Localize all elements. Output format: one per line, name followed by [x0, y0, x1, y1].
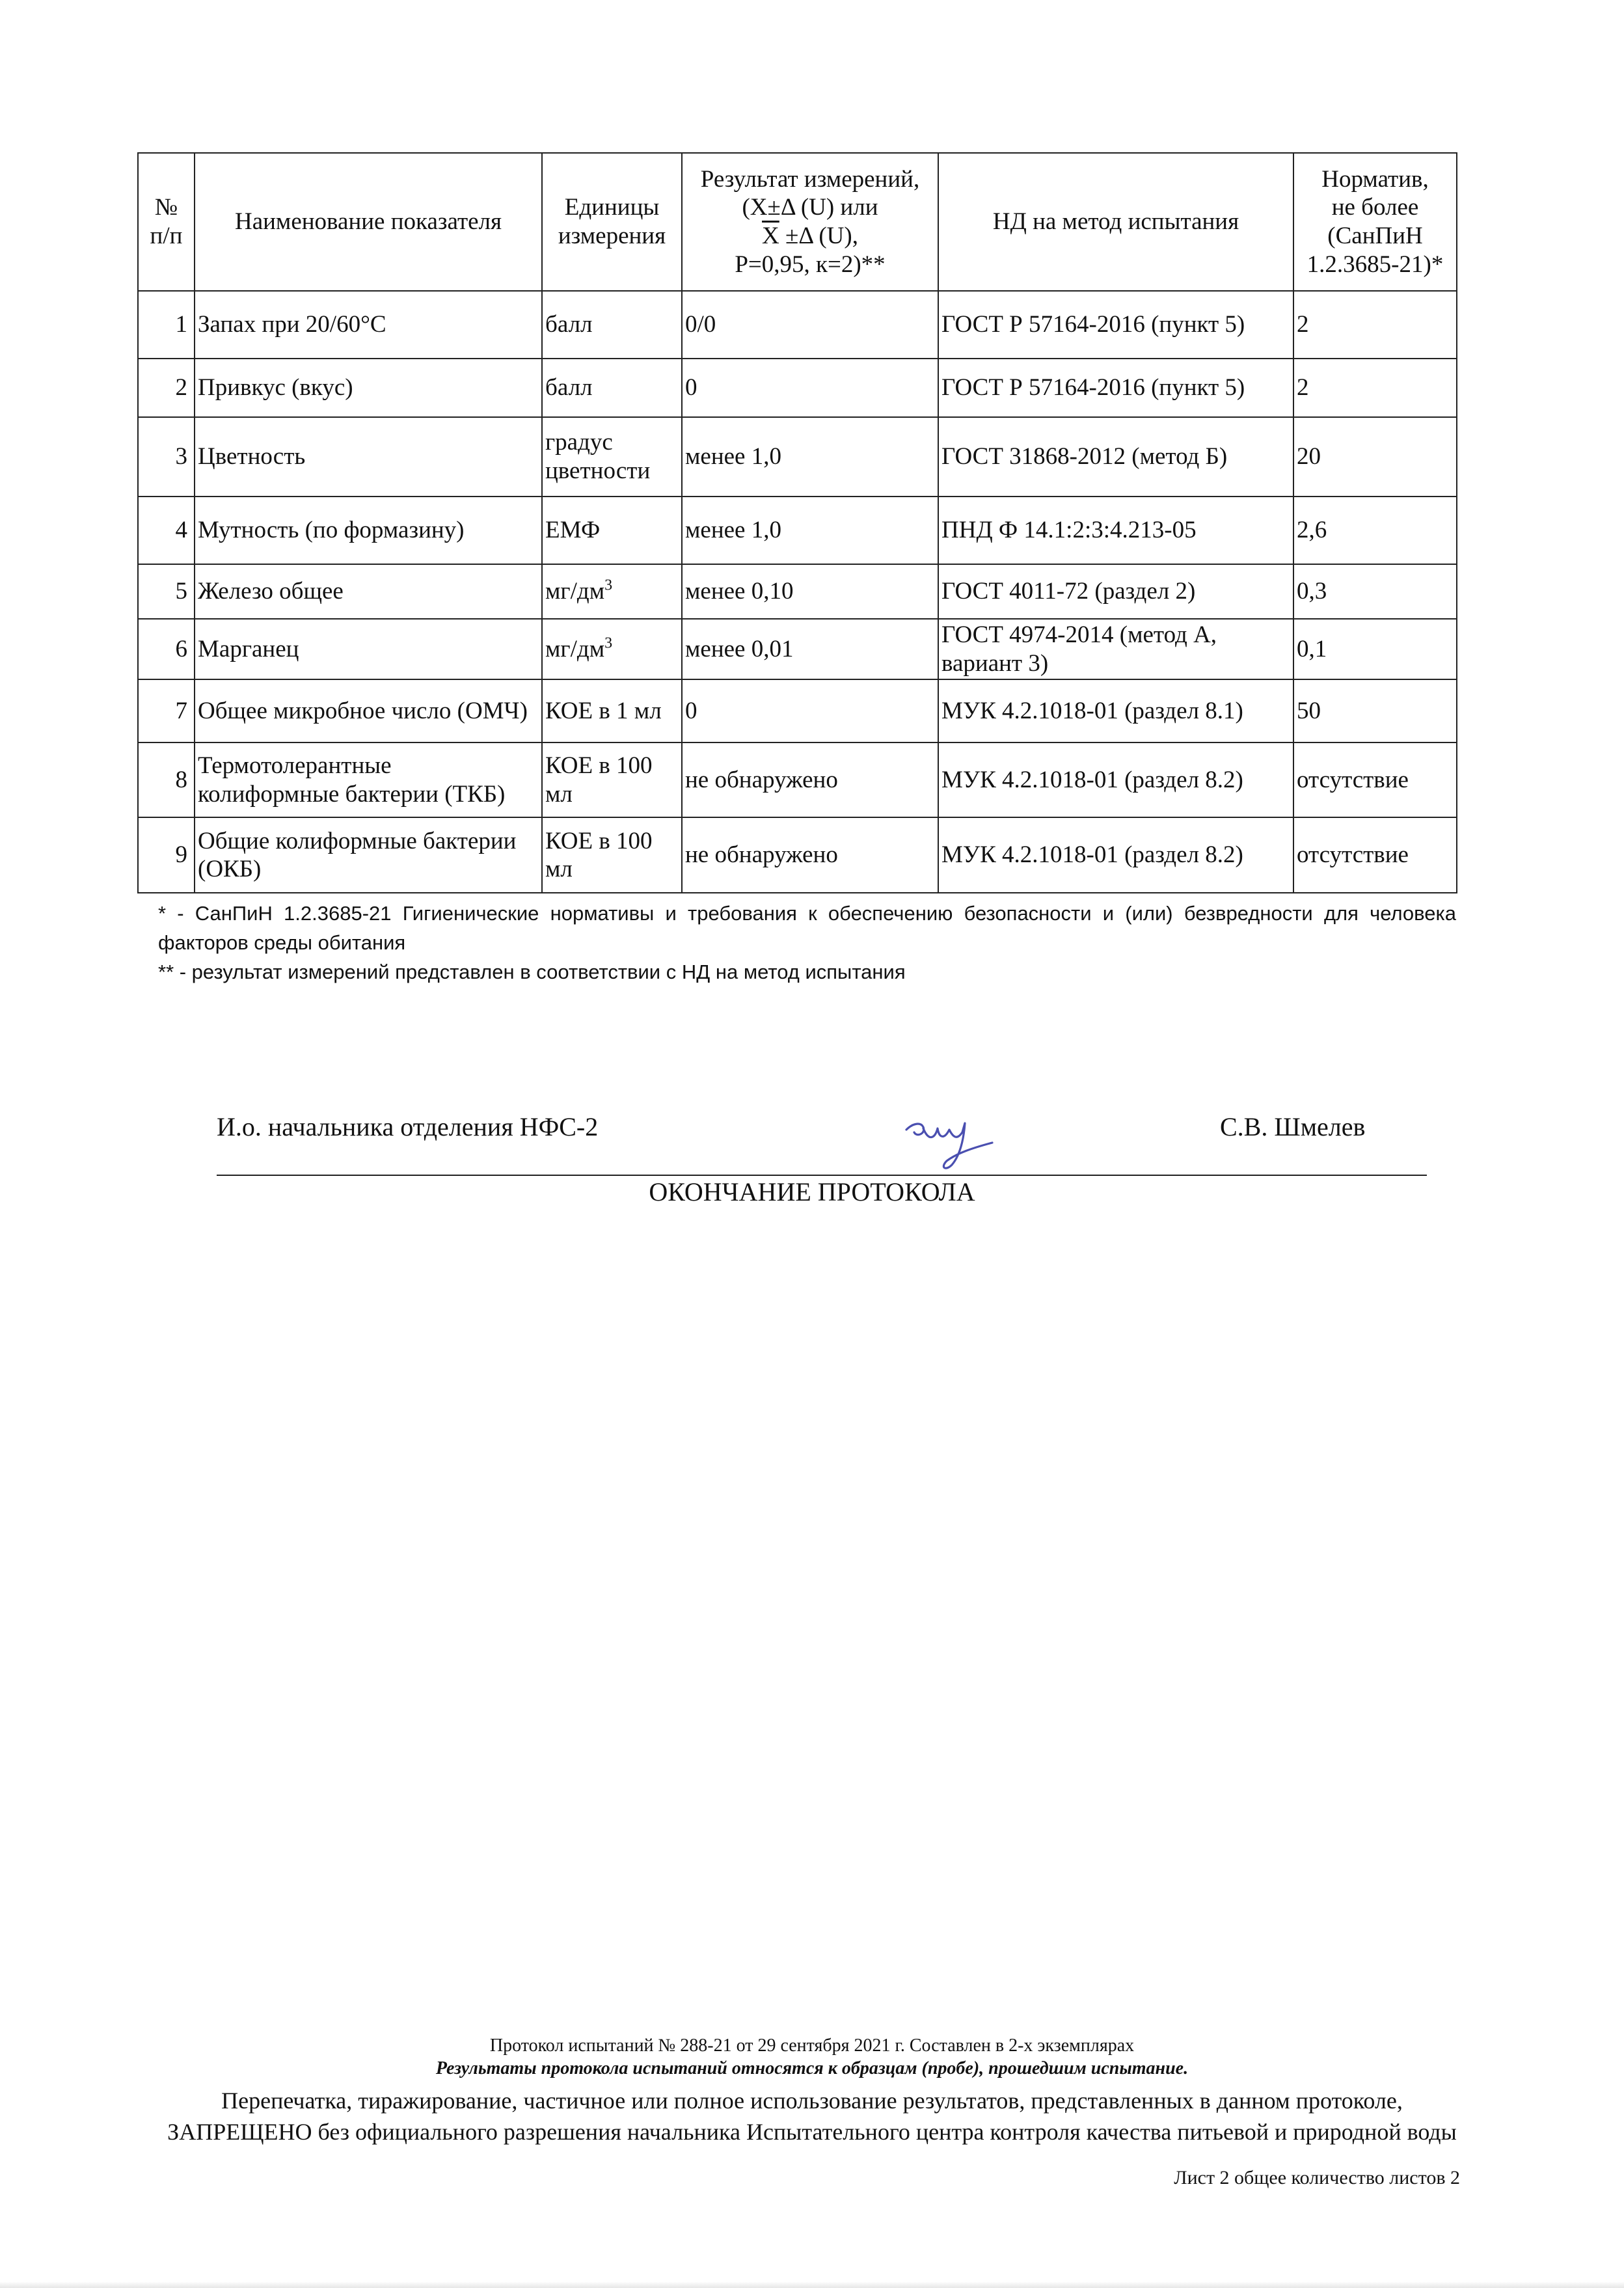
norm-value-text: 0,1: [1297, 635, 1327, 662]
unit-of-measure: [542, 564, 682, 619]
unit-of-measure-text: ЕМФ: [545, 517, 601, 544]
table-row: [138, 679, 1457, 742]
footer-sheet-number: Лист 2 общее количество листов 2: [1174, 2167, 1460, 2188]
header-units-line1: Единицы: [564, 194, 660, 221]
signature-divider: [217, 1175, 1427, 1176]
footer-results-line: Результаты протокола испытаний относятся к образцам (пробе), прошедшим испытание.: [435, 2058, 1189, 2078]
unit-exponent: 3: [604, 577, 613, 594]
row-number-text: 1: [175, 311, 187, 338]
unit-of-measure: [542, 742, 682, 817]
row-number: [138, 359, 195, 417]
header-norm-line3: (СанПиН: [1327, 223, 1423, 249]
header-number: [138, 153, 195, 291]
norm-value-text: 2: [1297, 311, 1309, 338]
indicator-name-text: Цветность: [198, 443, 306, 470]
norm-value: [1293, 619, 1457, 679]
norm-value: [1293, 359, 1457, 417]
measurement-result-text: менее 1,0: [685, 517, 781, 544]
footer-protocol-line: Протокол испытаний № 288-21 от 29 сентября 2021 г. Составлен в 2-х экземплярах: [489, 2036, 1135, 2056]
norm-value: [1293, 291, 1457, 359]
header-test-method: [938, 153, 1293, 291]
table-row: [138, 619, 1457, 679]
unit-of-measure: [542, 817, 682, 893]
signatory-name: С.В. Шмелев: [1220, 1112, 1366, 1141]
unit-of-measure-text: КОЕ в 100 мл: [545, 752, 653, 808]
row-number: [138, 417, 195, 497]
header-indicator-name: [195, 153, 542, 291]
measurement-result: [682, 497, 938, 564]
indicator-name-text: Железо общее: [198, 578, 344, 605]
scan-bottom-edge: [0, 2281, 1624, 2288]
protocol-end-title: ОКОНЧАНИЕ ПРОТОКОЛА: [649, 1177, 975, 1206]
test-method-text: ПНД Ф 14.1:2:3:4.213-05: [941, 517, 1197, 544]
unit-of-measure-text: КОЕ в 100 мл: [545, 827, 653, 883]
measurement-result-text: менее 1,0: [685, 443, 781, 470]
test-method-text: МУК 4.2.1018-01 (раздел 8.2): [941, 841, 1243, 869]
indicator-name: [195, 679, 542, 742]
unit-of-measure-text: балл: [545, 311, 593, 338]
header-number-line1: №: [154, 194, 178, 221]
test-method-text: ГОСТ Р 57164-2016 (пункт 5): [941, 311, 1245, 338]
table-row: [138, 564, 1457, 619]
signatory-position: И.о. начальника отделения НФС-2: [217, 1112, 599, 1141]
indicator-name-text: Марганец: [198, 635, 299, 662]
table-row: [138, 742, 1457, 817]
measurement-result: [682, 679, 938, 742]
unit-of-measure: [542, 497, 682, 564]
test-method-text: ГОСТ 4011-72 (раздел 2): [941, 578, 1196, 605]
header-norm-line2: не более: [1331, 194, 1419, 221]
unit-of-measure-text: мг/дм: [545, 578, 605, 605]
unit-of-measure: [542, 291, 682, 359]
unit-of-measure: [542, 359, 682, 417]
footer-copyright-notice: Перепечатка, тиражирование, частичное или полное использование результатов, представленных в данном протоколе, ЗАПРЕЩЕНО без официального разрешения начальника Испытательного центра контроля качества питьевой и природной воды: [167, 2088, 1457, 2145]
header-norm: [1293, 153, 1457, 291]
row-number: [138, 564, 195, 619]
handwritten-signature: [895, 1100, 1012, 1178]
measurement-result: [682, 817, 938, 893]
test-method: [938, 417, 1293, 497]
footnotes: [158, 899, 1456, 987]
row-number: [138, 619, 195, 679]
test-method: [938, 564, 1293, 619]
header-norm-line4: 1.2.3685-21)*: [1306, 251, 1444, 278]
unit-of-measure: [542, 619, 682, 679]
measurement-result-text: 0: [685, 697, 697, 724]
table-row: [138, 359, 1457, 417]
header-result: [682, 153, 938, 291]
table-header-row: [138, 153, 1457, 291]
table-row: [138, 417, 1457, 497]
measurement-result: [682, 564, 938, 619]
norm-value: [1293, 679, 1457, 742]
header-units: [542, 153, 682, 291]
measurement-result: [682, 359, 938, 417]
test-method-text: МУК 4.2.1018-01 (раздел 8.2): [941, 766, 1243, 793]
indicator-name: [195, 742, 542, 817]
row-number-text: 6: [175, 635, 187, 662]
row-number: [138, 742, 195, 817]
results-table-body: [138, 291, 1457, 893]
table-row: [138, 817, 1457, 893]
unit-of-measure: [542, 679, 682, 742]
test-method-text: ГОСТ Р 57164-2016 (пункт 5): [941, 374, 1245, 402]
unit-of-measure: [542, 417, 682, 497]
indicator-name: [195, 497, 542, 564]
header-result-line3: ±Δ (U),: [779, 223, 858, 249]
header-number-line2: п/п: [150, 223, 183, 249]
measurement-result-text: 0/0: [685, 311, 716, 338]
row-number: [138, 679, 195, 742]
row-number-text: 5: [175, 578, 187, 605]
norm-value: [1293, 564, 1457, 619]
norm-value-text: 50: [1297, 697, 1321, 724]
measurement-result-text: 0: [685, 374, 697, 402]
row-number-text: 9: [175, 841, 187, 869]
norm-value-text: 20: [1297, 443, 1321, 470]
results-table: [137, 152, 1457, 893]
footnote-sanpin: * - СанПиН 1.2.3685-21 Гигиенические нормативы и требования к обеспечению безопасности и (или) безвредности для человека факторов среды обитания: [158, 902, 1456, 954]
header-test-method-text: НД на метод испытания: [992, 208, 1239, 236]
test-method: [938, 679, 1293, 742]
norm-value-text: 0,3: [1297, 578, 1327, 605]
test-method: [938, 619, 1293, 679]
test-method-text: ГОСТ 31868-2012 (метод Б): [941, 443, 1228, 470]
indicator-name: [195, 817, 542, 893]
header-result-line4: P=0,95, к=2)**: [735, 251, 886, 278]
row-number-text: 3: [175, 443, 187, 470]
table-row: [138, 497, 1457, 564]
indicator-name: [195, 359, 542, 417]
measurement-result-text: менее 0,10: [685, 578, 794, 605]
norm-value: [1293, 742, 1457, 817]
indicator-name: [195, 291, 542, 359]
row-number: [138, 817, 195, 893]
unit-exponent: 3: [604, 634, 613, 652]
test-method: [938, 817, 1293, 893]
test-method: [938, 497, 1293, 564]
header-result-line1: Результат измерений,: [700, 165, 920, 193]
measurement-result: [682, 619, 938, 679]
norm-value: [1293, 417, 1457, 497]
unit-of-measure-text: балл: [545, 374, 593, 402]
norm-value: [1293, 497, 1457, 564]
test-method: [938, 359, 1293, 417]
measurement-result-text: не обнаружено: [685, 766, 838, 793]
test-method: [938, 291, 1293, 359]
norm-value-text: 2: [1297, 374, 1309, 402]
test-method-text: МУК 4.2.1018-01 (раздел 8.1): [941, 697, 1243, 724]
indicator-name-text: Общие колиформные бактерии (ОКБ): [198, 827, 517, 883]
indicator-name-text: Термотолерантные колиформные бактерии (ТКБ): [198, 752, 506, 808]
norm-value: [1293, 817, 1457, 893]
indicator-name: [195, 564, 542, 619]
norm-value-text: 2,6: [1297, 517, 1327, 544]
header-norm-line1: Норматив,: [1321, 165, 1429, 193]
footnote-measurement: ** - результат измерений представлен в соответствии с НД на метод испытания: [158, 960, 906, 983]
norm-value-text: отсутствие: [1297, 766, 1409, 793]
row-number-text: 8: [175, 766, 187, 793]
row-number-text: 2: [175, 374, 187, 402]
measurement-result-text: менее 0,01: [685, 635, 794, 662]
indicator-name: [195, 619, 542, 679]
indicator-name-text: Общее микробное число (ОМЧ): [198, 697, 528, 724]
norm-value-text: отсутствие: [1297, 841, 1409, 869]
header-result-mean-symbol: $\overline{X}$: [762, 223, 779, 249]
unit-of-measure-text: КОЕ в 1 мл: [545, 697, 662, 724]
test-method: [938, 742, 1293, 817]
header-units-line2: измерения: [558, 223, 666, 249]
test-method-text: ГОСТ 4974-2014 (метод А, вариант 3): [941, 621, 1217, 677]
measurement-result: [682, 291, 938, 359]
measurement-result: [682, 417, 938, 497]
table-row: [138, 291, 1457, 359]
row-number: [138, 497, 195, 564]
row-number-text: 4: [175, 517, 187, 544]
row-number-text: 7: [175, 697, 187, 724]
measurement-result-text: не обнаружено: [685, 841, 838, 869]
measurement-result: [682, 742, 938, 817]
indicator-name-text: Запах при 20/60°С: [198, 311, 386, 338]
row-number: [138, 291, 195, 359]
indicator-name: [195, 417, 542, 497]
indicator-name-text: Мутность (по формазину): [198, 517, 465, 544]
header-result-line2: (X±Δ (U) или: [742, 194, 878, 221]
unit-of-measure-text: градус цветности: [545, 429, 651, 484]
header-indicator-name-text: Наименование показателя: [234, 208, 502, 236]
indicator-name-text: Привкус (вкус): [198, 374, 353, 402]
unit-of-measure-text: мг/дм: [545, 635, 605, 662]
